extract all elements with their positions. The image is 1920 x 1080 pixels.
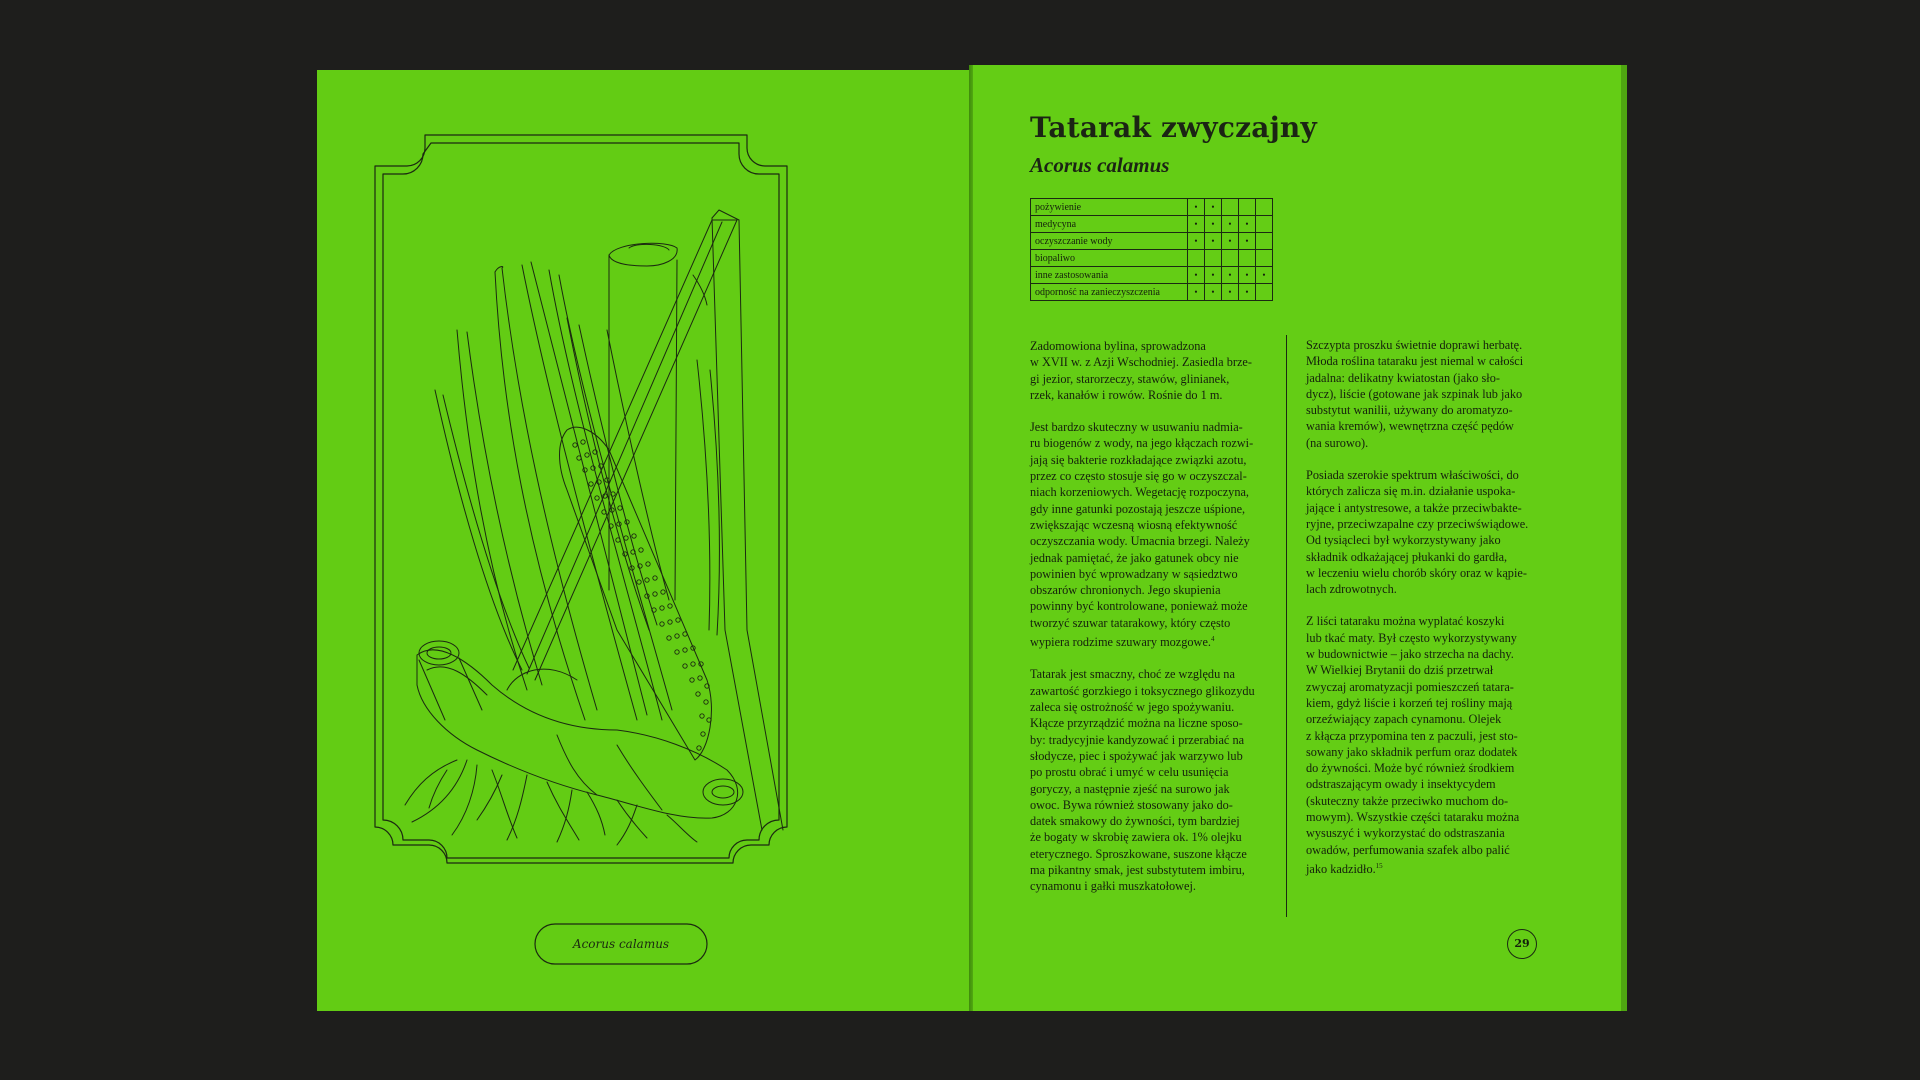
book-spread bbox=[317, 65, 1627, 1011]
rating-dot-filled: • bbox=[1239, 267, 1256, 284]
rating-dot-filled: • bbox=[1239, 284, 1256, 301]
column-divider bbox=[1286, 335, 1287, 917]
paragraph: Posiada szerokie spektrum właściwości, do których zalicza się m.in. działanie uspoka- jające i antystresowe, a także przeciwbakte- ryjne, przeciwzapalne czy przeciwświądowe. Od tysiącleci był wykorzystywany jako składnik odkażającej płukanki do gardła, w leczeniu wielu chorób skóry oraz w kąpie- lach zdrowotnych. bbox=[1306, 468, 1529, 597]
latin-name: Acorus calamus bbox=[1030, 153, 1170, 177]
uses-label: inne zastosowania bbox=[1031, 267, 1188, 284]
rating-dot-filled: • bbox=[1222, 233, 1239, 250]
uses-row bbox=[1031, 250, 1273, 267]
uses-row bbox=[1031, 267, 1273, 284]
uses-label: biopaliwo bbox=[1031, 250, 1188, 267]
paragraph: Tatarak jest smaczny, choć ze względu na zawartość gorzkiego i toksycznego glikozydu zaleca się ostrożność w jego spożywaniu. Kłącze przyrządzić można na liczne sposo- by: tradycyjnie kandyzować i przerabiać na słodycze, piec i spożywać jak warzywo lub po prostu obrać i umyć w celu usunięcia goryczy, a następnie zjeść na surowo jak owoc. Bywa również stosowany jako do- datek smakowy do żywności, tym bardziej że bogaty w skrobię zawiera ok. 1% olejku eterycznego. Sproszkowane, suszone kłącze ma pikantny smak, jest substytutem imbiru, cynamonu i gałki muszkatołowej. bbox=[1030, 667, 1255, 894]
right-page bbox=[973, 65, 1627, 1011]
uses-label: medycyna bbox=[1031, 216, 1188, 233]
left-page bbox=[317, 70, 971, 1011]
rating-dot-filled: • bbox=[1188, 233, 1205, 250]
rating-dot-empty bbox=[1188, 250, 1205, 267]
paragraph: Szczypta proszku świetnie doprawi herbatę. Młoda roślina tataraku jest niemal w całości jadalna: delikatny kwiatostan (jako sło- dycz), liście (gotowane jak szpinak lub jako substytut wanilii, używany do aromatyzo- wania kremów), wewnętrzna część pędów (na surowo). bbox=[1306, 338, 1524, 450]
paragraph: Zadomowiona bylina, sprowadzona w XVII w. z Azji Wschodniej. Zasiedla brze- gi jezior, starorzeczy, stawów, glinianek, rzek, kanałów i rowów. Rośnie do 1 m. bbox=[1030, 339, 1252, 402]
rating-dot-filled: • bbox=[1256, 267, 1273, 284]
rating-dot-filled: • bbox=[1188, 267, 1205, 284]
footnote-ref: 4 bbox=[1210, 635, 1215, 644]
rating-dot-filled: • bbox=[1188, 199, 1205, 216]
text-column-1 bbox=[1030, 338, 1280, 911]
rating-dot-empty bbox=[1256, 250, 1273, 267]
uses-row bbox=[1031, 233, 1273, 250]
rating-dot-filled: • bbox=[1205, 284, 1222, 301]
uses-row bbox=[1031, 199, 1273, 216]
rating-dot-filled: • bbox=[1205, 267, 1222, 284]
rating-dot-filled: • bbox=[1205, 216, 1222, 233]
rating-dot-filled: • bbox=[1188, 284, 1205, 301]
rating-dot-empty bbox=[1205, 250, 1222, 267]
rating-dot-empty bbox=[1256, 199, 1273, 216]
outer-frame bbox=[375, 135, 787, 863]
uses-row bbox=[1031, 284, 1273, 301]
rating-dot-empty bbox=[1222, 250, 1239, 267]
text-column-2 bbox=[1306, 337, 1556, 893]
rating-dot-empty bbox=[1239, 199, 1256, 216]
acorus-illustration bbox=[317, 70, 971, 1011]
uses-label: pożywienie bbox=[1031, 199, 1188, 216]
uses-rating-table bbox=[1030, 198, 1273, 301]
rating-dot-empty bbox=[1222, 199, 1239, 216]
spadix bbox=[560, 427, 712, 760]
paragraph: Jest bardzo skuteczny w usuwaniu nadmia- ru biogenów z wody, na jego kłączach rozwi- jają się bakterie rozkładające związki azotu, przez co często stosuje się go w oczyszczal- niach korzeniowych. Wegetację rozpoczyna, gdy inne gatunki pozostają jeszcze uśpione, zwiększając wczesną wiosną efektywność oczyszczania wody. Umacnia brzegi. Należy jednak pamiętać, że jako gatunek obcy nie powinien być wprowadzany w sąsiedztwo obszarów chronionych. Jego skupienia powinny być kontrolowane, ponieważ może tworzyć szuwar tatarakowy, który często wypiera rodzime szuwary mozgowe.$^4$ bbox=[1030, 420, 1254, 650]
rating-dot-filled: • bbox=[1222, 284, 1239, 301]
rating-dot-filled: • bbox=[1239, 216, 1256, 233]
uses-label: odporność na zanieczyszczenia bbox=[1031, 284, 1188, 301]
uses-row bbox=[1031, 216, 1273, 233]
rating-dot-empty bbox=[1256, 216, 1273, 233]
uses-label: oczyszczanie wody bbox=[1031, 233, 1188, 250]
page-title: Tatarak zwyczajny bbox=[1030, 111, 1317, 144]
rating-dot-filled: • bbox=[1205, 233, 1222, 250]
footnote-ref: 15 bbox=[1375, 861, 1383, 870]
rating-dot-filled: • bbox=[1188, 216, 1205, 233]
rating-dot-filled: • bbox=[1222, 216, 1239, 233]
rating-dot-filled: • bbox=[1205, 199, 1222, 216]
page-edge bbox=[1621, 65, 1627, 1011]
rating-dot-filled: • bbox=[1239, 233, 1256, 250]
rating-dot-empty bbox=[1256, 284, 1273, 301]
paragraph: Z liści tataraku można wyplatać koszyki lub tkać maty. Był często wykorzystywany w budownictwie – jako strzecha na dachy. W Wielkiej Brytanii do dziś przetrwał zwyczaj aromatyzacji pomieszczeń tatara- kiem, gdyż liście i korzeń tej rośliny mają orzeźwiający zapach cynamonu. Olejek z kłącza przypomina ten z paczuli, jest sto- sowany jako składnik perfum oraz dodatek do żywności. Może być również środkiem odstraszającym owady i insektycydem (skuteczny także przeciwko muchom do- mowym). Wszystkie części tataraku można wysuszyć i wykorzystać do odstraszania owadów, perfumowania szafek albo palić jako kadzidło.$^{15}$ bbox=[1306, 614, 1520, 876]
inner-frame bbox=[383, 143, 779, 858]
rating-dot-filled: • bbox=[1222, 267, 1239, 284]
rating-dot-empty bbox=[1256, 233, 1273, 250]
rating-dot-empty bbox=[1239, 250, 1256, 267]
illustration-caption: Acorus calamus bbox=[572, 937, 670, 951]
page-number: 29 bbox=[1507, 929, 1537, 959]
